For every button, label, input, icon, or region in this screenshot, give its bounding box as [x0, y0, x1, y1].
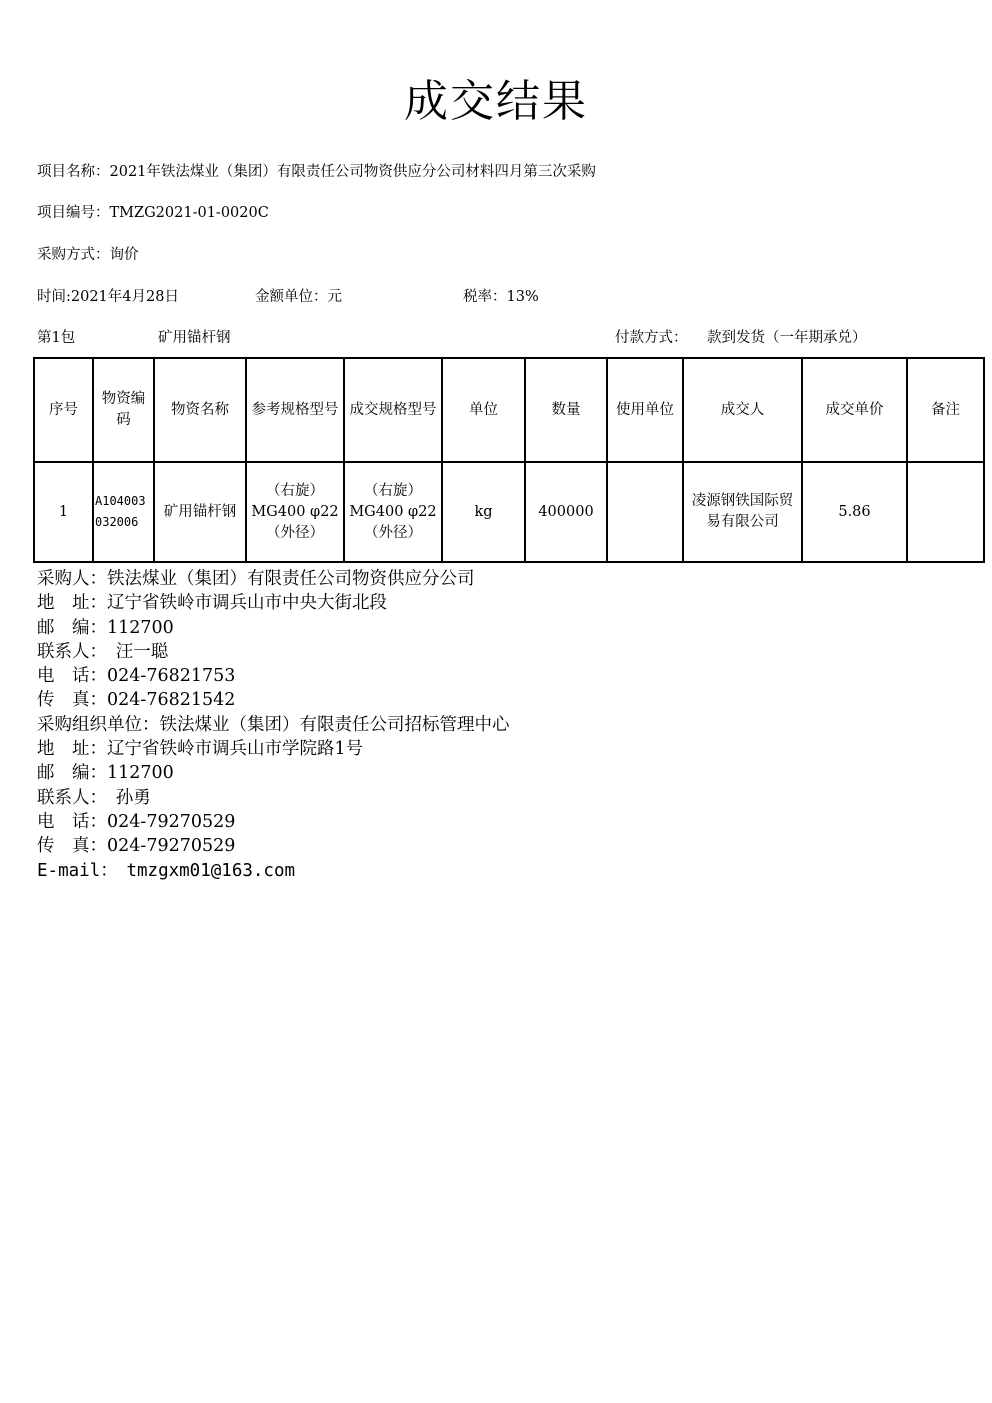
result-table — [33, 357, 985, 563]
project-name: 项目名称：2021年铁法煤业（集团）有限责任公司物资供应分公司材料四月第三次采购 — [37, 164, 596, 180]
header-use-unit: 使用单位 — [607, 358, 683, 462]
table-header-row — [34, 358, 984, 462]
payment-label: 付款方式： — [615, 330, 688, 346]
header-unit-price: 成交单价 — [802, 358, 907, 462]
buyer-postcode: 邮 编：112700 — [37, 617, 174, 638]
header-code: 物资编码 — [93, 358, 154, 462]
purchase-method: 采购方式：询价 — [37, 247, 139, 263]
buyer-fax: 传 真：024-76821542 — [37, 690, 236, 711]
cell-use-unit — [607, 462, 683, 562]
header-deal-spec: 成交规格型号 — [344, 358, 442, 462]
header-quantity: 数量 — [525, 358, 607, 462]
buyer-name: 采购人：铁法煤业（集团）有限责任公司物资供应分公司 — [37, 569, 475, 589]
agency-address: 地 址：辽宁省铁岭市调兵山市学院路1号 — [37, 739, 364, 760]
agency-name: 采购组织单位：铁法煤业（集团）有限责任公司招标管理中心 — [37, 714, 510, 735]
agency-phone: 电 话：024-79270529 — [37, 811, 236, 832]
buyer-address: 地 址：辽宁省铁岭市调兵山市中央大街北段 — [37, 593, 387, 614]
package-label: 第1包 — [37, 330, 76, 346]
project-number: 项目编号：TMZG2021-01-0020C — [37, 205, 269, 221]
cell-remark — [907, 462, 984, 562]
email-text: E-mail： tmzgxm01@163.com — [37, 860, 296, 881]
currency-unit: 金额单位：元 — [255, 289, 342, 305]
contact-block — [37, 567, 510, 883]
package-name: 矿用锚杆钢 — [158, 330, 231, 346]
buyer-contact: 联系人： 汪一聪 — [37, 641, 169, 662]
cell-quantity: 400000 — [525, 462, 607, 562]
header-remark: 备注 — [907, 358, 984, 462]
cell-deal-spec: （右旋）MG400 φ22（外径） — [344, 462, 442, 562]
buyer-phone: 电 话：024-76821753 — [37, 666, 236, 687]
cell-ref-spec: （右旋）MG400 φ22（外径） — [246, 462, 344, 562]
cell-code: A104003032006 — [93, 462, 154, 562]
cell-unit: kg — [442, 462, 525, 562]
agency-postcode: 邮 编：112700 — [37, 763, 174, 784]
page-title: 成交结果 — [404, 76, 588, 127]
cell-name: 矿用锚杆钢 — [154, 462, 246, 562]
agency-contact: 联系人： 孙勇 — [37, 787, 151, 808]
table-row — [34, 462, 984, 562]
date-text: 时间:2021年4月28日 — [37, 289, 179, 305]
header-ref-spec: 参考规格型号 — [246, 358, 344, 462]
header-name: 物资名称 — [154, 358, 246, 462]
agency-fax: 传 真：024-79270529 — [37, 836, 236, 857]
cell-unit-price: 5.86 — [802, 462, 907, 562]
header-index: 序号 — [34, 358, 93, 462]
header-winner: 成交人 — [683, 358, 802, 462]
cell-index: 1 — [34, 462, 93, 562]
cell-winner: 凌源钢铁国际贸易有限公司 — [683, 462, 802, 562]
tax-rate: 税率：13% — [463, 289, 539, 305]
header-unit: 单位 — [442, 358, 525, 462]
payment-value: 款到发货（一年期承兑） — [707, 330, 867, 346]
